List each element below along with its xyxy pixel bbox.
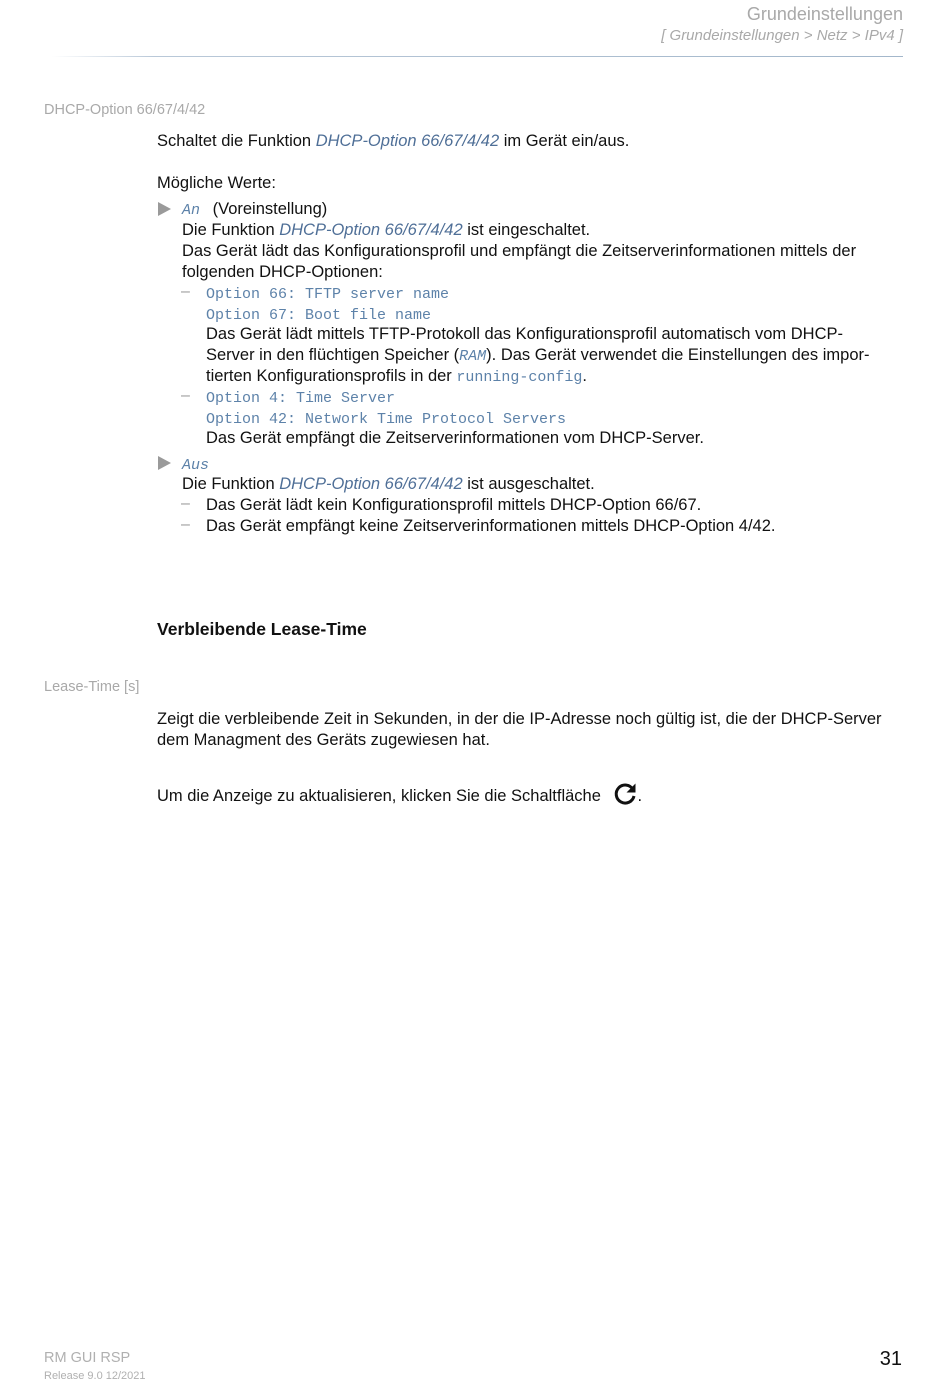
intro-text-end: im Gerät ein/aus. xyxy=(499,132,630,150)
refresh-instruction-text: Um die Anzeige zu aktualisieren, klicken Sie die Schaltfläche xyxy=(157,787,601,805)
intro-text: Schaltet die Funktion xyxy=(157,132,316,150)
tftp-desc-line2-text-end: ). Das Gerät verwendet die Einstellungen des impor- xyxy=(486,346,870,364)
footer-document-name: RM GUI RSP xyxy=(44,1350,131,1366)
intro-param: DHCP-Option 66/67/4/42 xyxy=(315,132,500,150)
triangle-right-icon xyxy=(158,202,171,216)
option-4-code: Option 4: Time Server xyxy=(206,390,396,407)
tftp-desc-line2-text: Server in den flüchtigen Speicher ( xyxy=(206,346,460,364)
chapter-title: Grundeinstellungen xyxy=(746,4,903,24)
value-off-item1: Das Gerät lädt kein Konfigurationsprofil mittels DHCP-Option 66/67. xyxy=(206,496,702,514)
dhcp-intro xyxy=(157,131,629,152)
parameter-label-lease-time: Lease-Time [s] xyxy=(44,679,140,695)
value-on-desc-text: Die Funktion xyxy=(182,221,280,239)
value-off-item2: Das Gerät empfängt keine Zeitserverinformationen mittels DHCP-Option 4/42. xyxy=(206,517,776,535)
value-off-desc-text: Die Funktion xyxy=(182,475,280,493)
timeserver-desc: Das Gerät empfängt die Zeitserverinformationen vom DHCP-Server. xyxy=(206,429,704,447)
value-off-desc-text-end: ist ausgeschaltet. xyxy=(462,475,595,493)
option-42 xyxy=(206,408,566,430)
value-off-desc xyxy=(182,474,595,495)
page-number: 31 xyxy=(879,1348,902,1370)
value-off-name: Aus xyxy=(182,457,210,474)
tftp-desc-line3 xyxy=(206,366,587,388)
lease-desc-line1: Zeigt die verbleibende Zeit in Sekunden, in der die IP-Adresse noch gültig ist, die der DHCP-Server xyxy=(157,710,882,728)
option-66-code: Option 66: TFTP server name xyxy=(206,286,450,303)
dash-bullet: – xyxy=(181,387,190,404)
refresh-instruction-end: . xyxy=(637,787,643,805)
option-67 xyxy=(206,304,431,326)
ram-code: RAM xyxy=(459,348,487,365)
refresh-icon xyxy=(612,781,638,813)
footer-release: Release 9.0 12/2021 xyxy=(44,1370,146,1382)
option-4 xyxy=(206,387,395,409)
value-on-desc-text-end: ist eingeschaltet. xyxy=(462,221,591,239)
option-66 xyxy=(206,283,449,305)
dash-bullet: – xyxy=(181,495,190,512)
value-on-desc xyxy=(182,220,590,241)
value-off xyxy=(182,454,209,476)
tftp-desc-line2 xyxy=(206,345,870,367)
option-42-code: Option 42: Network Time Protocol Servers xyxy=(206,411,567,428)
dash-bullet: – xyxy=(181,283,190,300)
dash-bullet: – xyxy=(181,516,190,533)
value-off-desc-param: DHCP-Option 66/67/4/42 xyxy=(279,475,463,493)
value-on-name: An xyxy=(182,202,201,219)
lease-desc-line2: dem Managment des Geräts zugewiesen hat. xyxy=(157,731,490,749)
value-on-line3: folgenden DHCP-Optionen: xyxy=(182,263,383,281)
tftp-desc-line1: Das Gerät lädt mittels TFTP-Protokoll das Konfigurationsprofil automatisch vom DHCP- xyxy=(206,325,844,343)
possible-values-heading: Mögliche Werte: xyxy=(157,174,276,192)
value-on xyxy=(182,199,327,221)
tftp-desc-line3-text-end: . xyxy=(582,367,588,385)
value-on-desc-param: DHCP-Option 66/67/4/42 xyxy=(279,221,463,239)
tftp-desc-line3-text: tierten Konfigurationsprofils in der xyxy=(206,367,457,385)
breadcrumb: [ Grundeinstellungen > Netz > IPv4 ] xyxy=(661,27,903,44)
header-divider xyxy=(52,56,903,57)
value-on-line2: Das Gerät lädt das Konfigurationsprofil und empfängt die Zeitserverinformationen mittels der xyxy=(182,242,857,260)
parameter-label-dhcp-option: DHCP-Option 66/67/4/42 xyxy=(44,102,206,118)
triangle-right-icon xyxy=(158,456,171,470)
refresh-instruction xyxy=(157,781,642,813)
running-config-code: running-config xyxy=(456,369,583,386)
value-on-default-note: (Voreinstellung) xyxy=(212,200,328,218)
option-67-code: Option 67: Boot file name xyxy=(206,307,432,324)
section-heading-lease-time: Verbleibende Lease-Time xyxy=(157,619,367,639)
